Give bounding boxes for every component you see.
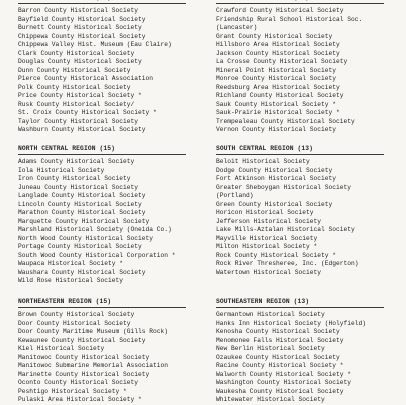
section-southeastern [216, 298, 406, 405]
society-list-item: Door County Historical Society [18, 319, 131, 327]
society-list-item: Sauk County Historical Society * [216, 100, 337, 108]
society-list-item: Marathon County Historical Society [18, 209, 146, 216]
society-list-item: Bayfield County Historical Society [18, 15, 146, 23]
society-list-item: Hillsboro Area Historical Society [216, 41, 340, 48]
society-list-item: Richland County Historical Society [216, 92, 344, 99]
society-list-item: Kiel Historical Society [18, 345, 105, 352]
society-list-item: Manitowoc County Historical Society [18, 353, 150, 361]
society-list-item: Greater Sheboygan Historical Society [216, 183, 352, 191]
society-list-item: Peshtigo Historical Society * [18, 387, 127, 395]
section-heading: SOUTHEASTERN REGION (13) [216, 298, 384, 308]
society-list-item: Price County Historical Society * [18, 92, 142, 99]
society-list-item: St. Croix County Historical Society * [18, 109, 157, 116]
society-list-item: Lincoln County Historical Society [18, 200, 142, 208]
society-list-item: Beloit Historical Society [216, 158, 310, 165]
society-list-item: Dodge County Historical Society [216, 166, 333, 174]
society-list-item: Rusk County Historical Society/ [18, 100, 135, 108]
society-list-item: Barron County Historical Society [18, 7, 139, 14]
society-list-item: Chippewa Valley Hist. Museum (Eau Claire) [18, 41, 172, 48]
society-list-item: Rock River Thresheree, Inc. (Edgerton) [216, 260, 359, 267]
society-list-item: Clark County Historical Society [18, 49, 135, 57]
section-heading: NORTHEASTERN REGION (15) [18, 298, 186, 308]
society-list-item: Oconto County Historical Society [18, 379, 139, 386]
society-list-item: Mayville Historical Society [216, 234, 318, 242]
society-list-item: Rock County Historical Society * [216, 251, 337, 259]
society-list-item: New Berlin Historical Society [216, 345, 325, 352]
society-list-item: North Wood County Historical Society [18, 234, 154, 242]
section-north-central [18, 145, 208, 286]
society-list [18, 7, 208, 135]
section-heading [18, 0, 186, 4]
society-list-item: Chippewa County Historical Society [18, 32, 146, 40]
society-list-item: Polk County Historical Society [18, 83, 131, 91]
society-list [18, 311, 208, 405]
society-list-item: Douglas County Historical Society [18, 58, 142, 65]
society-list-item: Green County Historical Society [216, 200, 333, 208]
society-list-item: Sauk-Prairie Historical Society * [216, 109, 340, 116]
section-heading: SOUTH CENTRAL REGION (13) [216, 145, 384, 155]
section-northeastern [18, 298, 208, 405]
society-list-item: Milton Historical Society * [216, 243, 318, 250]
society-list-item: Pulaski Area Historical Society * [18, 396, 142, 403]
society-list-item: Jefferson Historical Society [216, 217, 322, 225]
society-list-item: Marshland Historical Society (Oneida Co.) [18, 226, 172, 233]
society-list-item: Kenosha County Historical Society [216, 328, 340, 335]
society-list-item: Kewaunee County Historical Society [18, 336, 146, 344]
society-list-item: Lake Mills-Aztalan Historical Society [216, 226, 355, 233]
society-list-item: Horicon Historical Society [216, 209, 314, 216]
society-list-item: Trempealeau County Historical Society [216, 117, 355, 125]
society-list-item: La Crosse County Historical Society [216, 58, 348, 65]
society-list-item: Menomonee Falls Historical Society [216, 336, 344, 344]
society-list-item: Walworth County Historical Society * [216, 370, 352, 378]
society-list-item: Fort Atkinson Historical Society [216, 175, 337, 182]
society-list-item: Germantown Historical Society [216, 311, 325, 318]
society-list-item: Waupaca Historical Society * [18, 260, 124, 267]
society-list-item: Mineral Point Historical Society [216, 66, 337, 74]
section-south-central [216, 145, 406, 277]
society-list-item: Reedsburg Area Historical Society [216, 83, 340, 91]
society-list-item: Door County Maritime Museum (Gills Rock) [18, 328, 169, 335]
society-list-item: Waushara County Historical Society [18, 268, 146, 276]
society-list-item: Jackson County Historical Society [216, 49, 340, 57]
section-northwestern [18, 0, 208, 135]
society-list-item: Washington County Historical Society [216, 379, 352, 386]
society-list-item: Vernon County Historical Society [216, 126, 337, 133]
society-list-item: Iron County Historical Society [18, 175, 131, 182]
society-list [216, 311, 406, 405]
society-list-item: Marinette County Historical Society [18, 370, 150, 378]
society-list-item: Waukesha County Historical Society [216, 387, 344, 395]
society-list [216, 158, 406, 277]
society-list-item: Grant County Historical Society [216, 32, 333, 40]
society-list-item: Marquette County Historical Society [18, 217, 150, 225]
society-list-item: Monroe County Historical Society [216, 75, 337, 82]
society-list-item: Wild Rose Historical Society [18, 277, 124, 284]
society-list-item: Langlade County Historical Society [18, 192, 146, 199]
society-list-item: (Portland) [216, 192, 254, 199]
section-heading [216, 0, 384, 4]
society-list-item: Burnett County Historical Society [18, 24, 142, 31]
section-southwestern [216, 0, 406, 135]
society-list [18, 158, 208, 286]
society-list-item: Adams County Historical Society [18, 158, 135, 165]
society-list-item: Manitowoc Submarine Memorial Association [18, 362, 169, 369]
society-list-item: Brown County Historical Society [18, 311, 135, 318]
society-list-item: Juneau County Historical Society [18, 183, 139, 191]
society-list-item: Taylor County Historical Society [18, 117, 139, 125]
society-list-item: Dunn County Historical Society [18, 66, 131, 74]
society-list-item: Hanks Inn Historical Society (Holyfield) [216, 319, 367, 327]
society-list-item: Crawford County Historical Society [216, 7, 344, 14]
society-list-item: Pierce County Historical Association [18, 75, 154, 82]
society-list-item: Washburn County Historical Society [18, 126, 146, 133]
society-list-item: Watertown Historical Society [216, 268, 322, 276]
society-list-item: Friendship Rural School Historical Soc. [216, 15, 363, 23]
society-list-item: Ozaukee County Historical Society [216, 353, 340, 361]
society-list-item: Whitewater Historical Society [216, 396, 325, 403]
section-heading: NORTH CENTRAL REGION (15) [18, 145, 186, 155]
society-list [216, 7, 406, 135]
society-list-item: Iola Historical Society [18, 166, 105, 174]
society-list-item: South Wood County Historical Corporation * [18, 251, 176, 259]
society-list-item: (Lancaster) [216, 24, 258, 31]
society-list-item: Portage County Historical Society [18, 243, 142, 250]
society-list-item: Racine County Historical Society * [216, 362, 344, 369]
